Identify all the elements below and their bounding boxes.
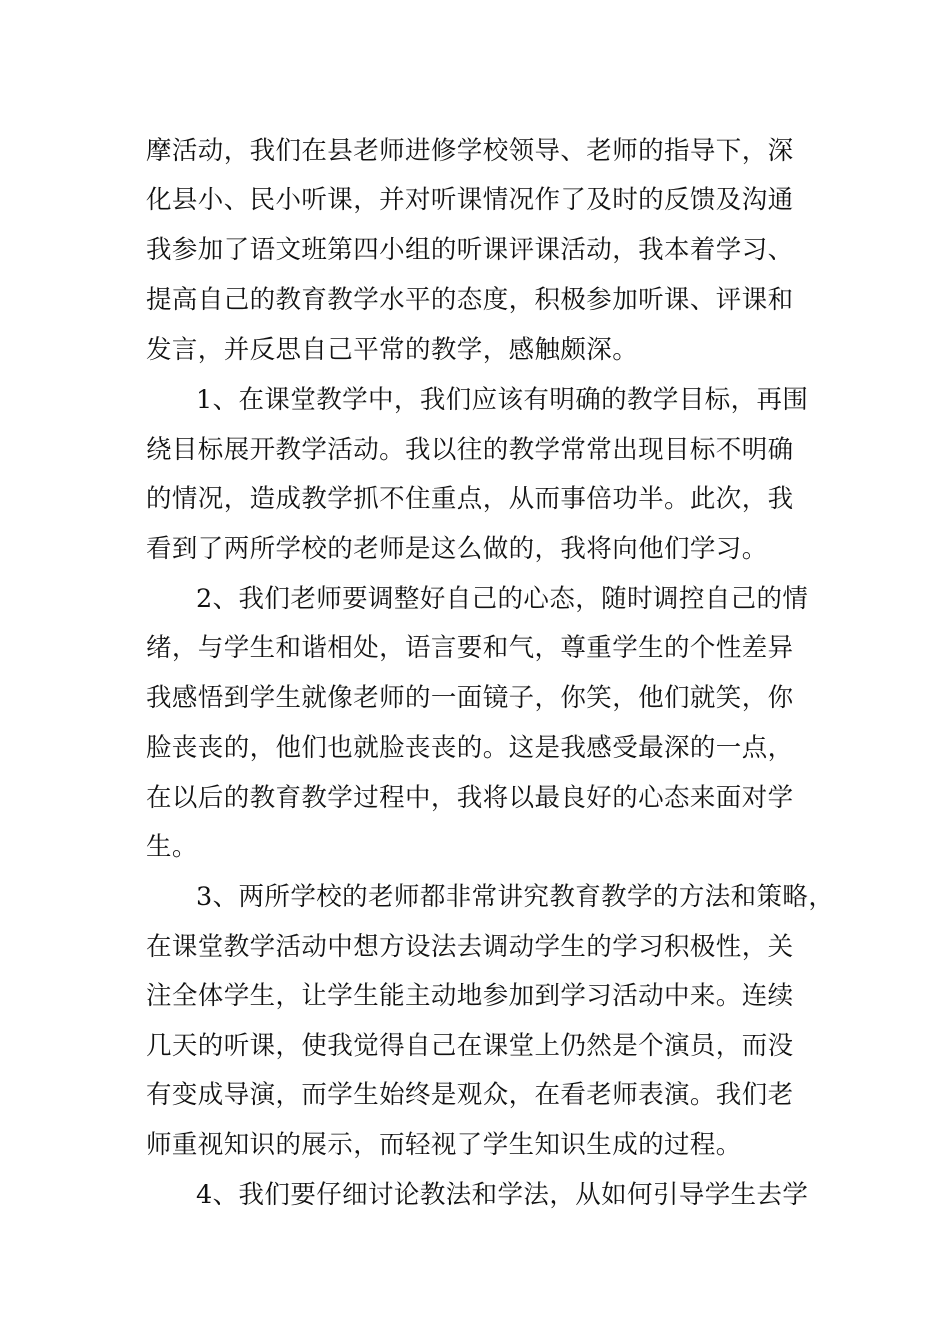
paragraph-3-start: 3、两所学校的老师都非常讲究教育教学的方法和策略， — [196, 882, 835, 912]
text-line: 绕目标展开教学活动。我以往的教学常常出现目标不明确 — [146, 435, 794, 465]
text-line: 在课堂教学活动中想方设法去调动学生的学习积极性，关 — [146, 932, 794, 962]
paragraph-2-start: 2、我们老师要调整好自己的心态，随时调控自己的情 — [196, 584, 809, 614]
text-line: 化县小、民小听课，并对听课情况作了及时的反馈及沟通 — [146, 185, 794, 215]
text-line: 几天的听课，使我觉得自己在课堂上仍然是个演员，而没 — [146, 1031, 794, 1061]
text-line: 生。 — [146, 832, 198, 862]
text-line: 脸丧丧的，他们也就脸丧丧的。这是我感受最深的一点， — [146, 733, 794, 763]
text-line: 看到了两所学校的老师是这么做的，我将向他们学习。 — [146, 534, 768, 564]
paragraph-1-start: 1、在课堂教学中，我们应该有明确的教学目标，再围 — [196, 385, 809, 415]
text-line: 我参加了语文班第四小组的听课评课活动，我本着学习、 — [146, 235, 794, 265]
text-line: 的情况，造成教学抓不住重点，从而事倍功半。此次，我 — [146, 484, 794, 514]
text-line: 我感悟到学生就像老师的一面镜子，你笑，他们就笑，你 — [146, 683, 794, 713]
text-line: 绪，与学生和谐相处，语言要和气，尊重学生的个性差异 — [146, 633, 794, 663]
text-line: 摩活动，我们在县老师进修学校领导、老师的指导下，深 — [146, 136, 794, 166]
paragraph-4-start: 4、我们要仔细讨论教法和学法，从如何引导学生去学 — [196, 1180, 809, 1210]
text-line: 在以后的教育教学过程中，我将以最良好的心态来面对学 — [146, 783, 794, 813]
text-line: 注全体学生，让学生能主动地参加到学习活动中来。连续 — [146, 981, 794, 1011]
text-line: 有变成导演，而学生始终是观众，在看老师表演。我们老 — [146, 1080, 794, 1110]
text-line: 发言，并反思自己平常的教学，感触颇深。 — [146, 335, 639, 365]
text-line: 师重视知识的展示，而轻视了学生知识生成的过程。 — [146, 1130, 742, 1160]
text-line: 提高自己的教育教学水平的态度，积极参加听课、评课和 — [146, 285, 794, 315]
